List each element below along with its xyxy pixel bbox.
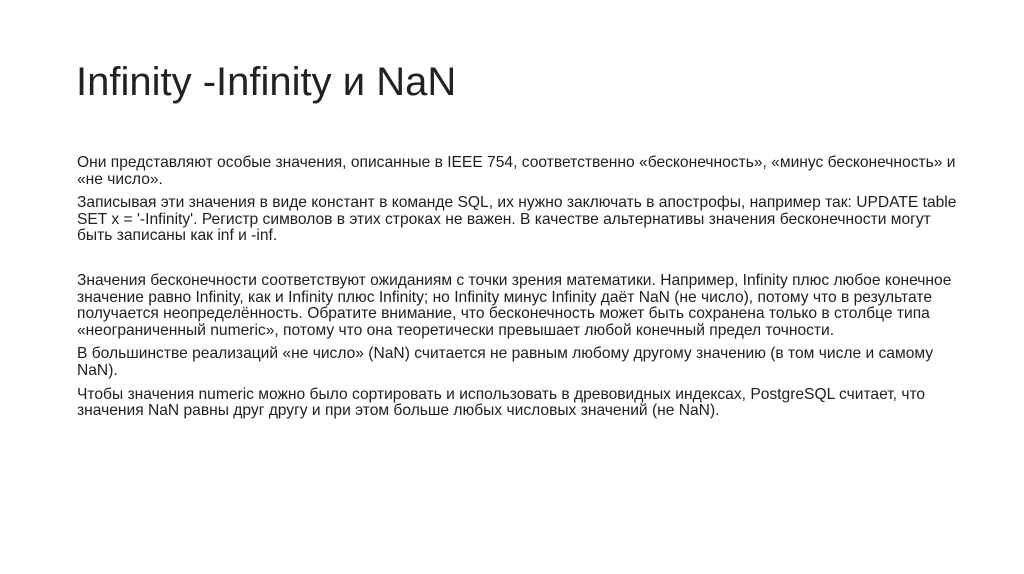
paragraph-sql-constants: Записывая эти значения в виде констант в команде SQL, их нужно заключать в апострофы, например так: UPDATE table SET x = '-Infinity'. Регистр символов в этих строках не важен. В качестве альтернативы значения бесконечности могут быть записаны как inf и -inf. [77, 194, 957, 245]
slide-body [77, 155, 962, 427]
paragraph-nan-equality: В большинстве реализаций «не число» (NaN) считается не равным любому другому значению (в том числе и самому NaN). [77, 345, 934, 379]
paragraph-special-values: Они представляют особые значения, описанные в IEEE 754, соответственно «бесконечность», «минус бесконечность» и «не число». [77, 154, 956, 188]
slide-title: Infinity -Infinity и NaN [76, 60, 457, 104]
paragraph-infinity-math: Значения бесконечности соответствуют ожиданиям с точки зрения математики. Например, Infinity плюс любое конечное значение равно Infinity, как и Infinity плюс Infinity; но Infinity минус Infinity даёт NaN (не число), потому что в результате получается неопределённость. Обратите внимание, что бесконечность может быть сохранена только в столбце типа «неограниченный numeric», потому что она теоретически превышает любой конечный предел точности. [77, 271, 952, 339]
paragraph-nan-sorting: Чтобы значения numeric можно было сортировать и использовать в древовидных индексах, PostgreSQL считает, что значения NaN равны друг другу и при этом больше любых числовых значений (не NaN). [77, 385, 926, 420]
